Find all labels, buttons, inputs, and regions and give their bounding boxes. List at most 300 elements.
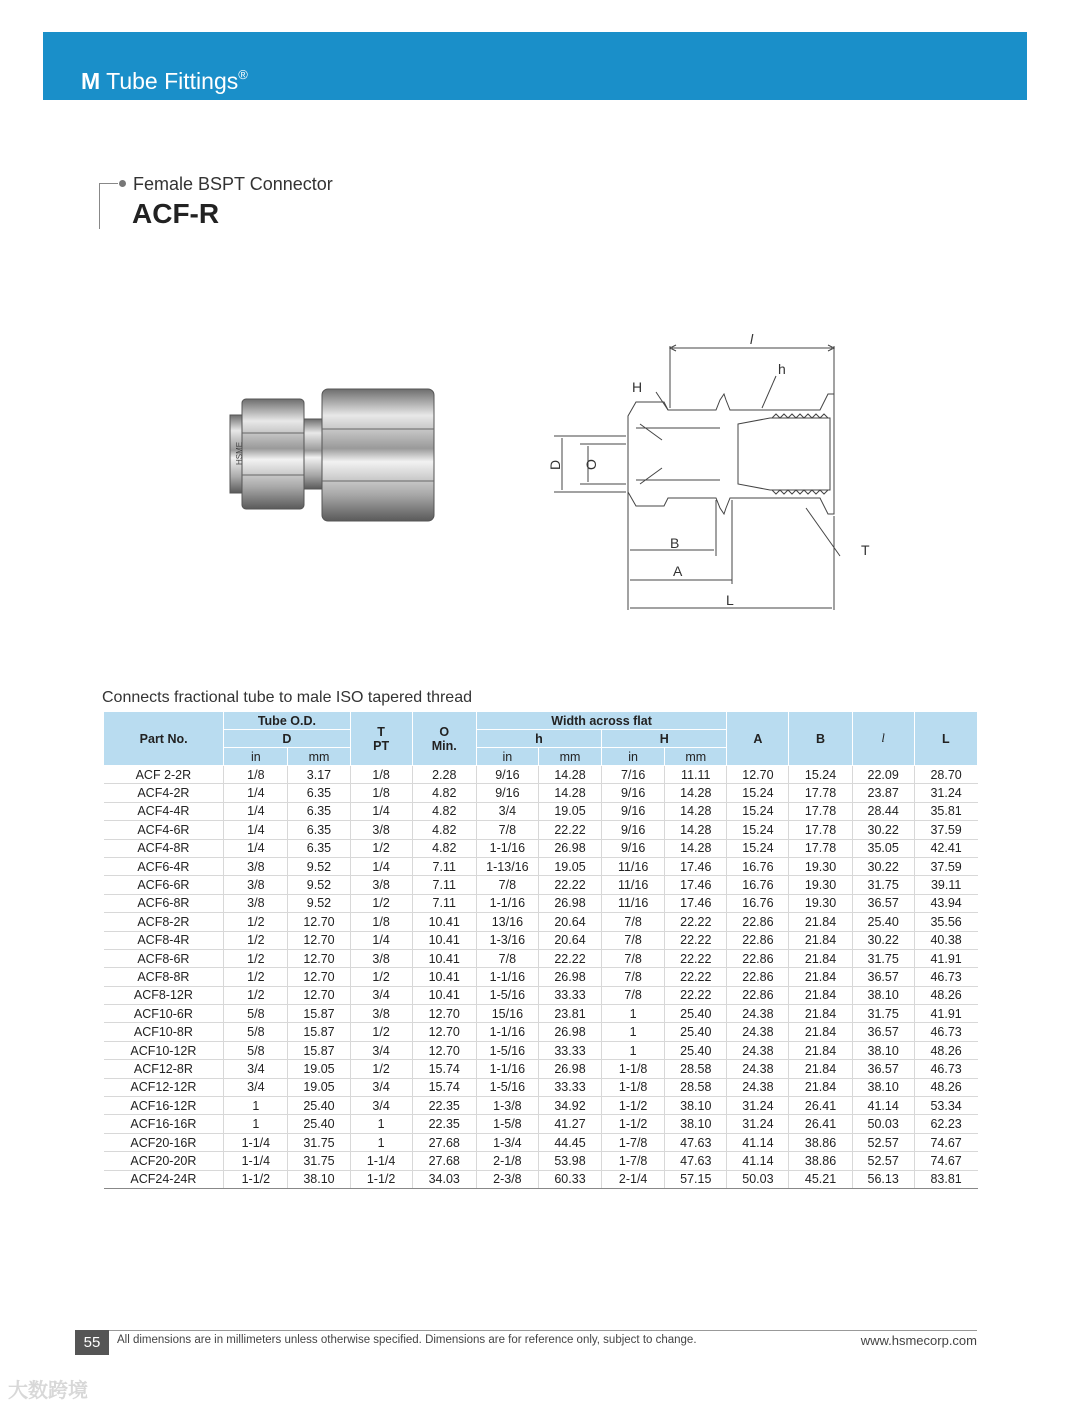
table-cell: 1-1/16 [476,839,538,857]
table-cell: 21.84 [789,986,852,1004]
table-cell: 2-1/4 [602,1170,665,1188]
table-cell: 3/8 [224,876,288,894]
table-cell: 48.26 [914,986,977,1004]
table-cell: 1-13/16 [476,857,538,875]
table-cell: 11/16 [602,894,665,912]
table-cell: 1/8 [350,913,412,931]
table-cell: 46.73 [914,1023,977,1041]
table-row [104,1097,978,1115]
part-number-cell: ACF12-8R [104,1060,224,1078]
table-cell: 1-7/8 [602,1133,665,1151]
table-cell: 4.82 [412,802,476,820]
unit-in: in [602,748,665,766]
part-number-cell: ACF4-6R [104,821,224,839]
dim-label-T: T [861,542,870,558]
table-cell: 41.14 [852,1097,914,1115]
table-cell: 38.10 [665,1115,727,1133]
table-cell: 26.98 [538,1060,601,1078]
table-cell: 1-1/16 [476,1023,538,1041]
table-cell: 47.63 [665,1133,727,1151]
part-number-cell: ACF6-4R [104,857,224,875]
table-cell: 22.86 [727,913,789,931]
table-cell: 53.98 [538,1152,601,1170]
dim-label-B: B [670,535,680,551]
table-cell: 3/4 [224,1078,288,1096]
table-cell: 24.38 [727,1078,789,1096]
table-row [104,1152,978,1170]
col-tube-od-label: Tube O.D. [257,713,316,728]
col-o-label: O [439,724,450,739]
table-cell: 24.38 [727,1041,789,1059]
table-cell: 22.35 [412,1115,476,1133]
header-title-text: Tube Fittings [106,68,239,94]
col-tube-od [224,712,350,730]
table-cell: 7/8 [476,876,538,894]
table-cell: 13/16 [476,913,538,931]
table-cell: 48.26 [914,1041,977,1059]
table-cell: 17.78 [789,821,852,839]
table-cell: 1/8 [350,766,412,784]
table-cell: 35.56 [914,913,977,931]
table-cell: 22.22 [665,986,727,1004]
table-row [104,1170,978,1188]
unit-mm: mm [288,748,350,766]
part-number-cell: ACF8-12R [104,986,224,1004]
footer-divider [109,1330,977,1331]
table-cell: 52.57 [852,1152,914,1170]
table-row [104,857,978,875]
table-row [104,821,978,839]
table-cell: 21.84 [789,1060,852,1078]
table-cell: 12.70 [288,968,350,986]
table-cell: 1-1/2 [224,1170,288,1188]
table-cell: 1-1/2 [350,1170,412,1188]
table-cell: 3/4 [224,1060,288,1078]
table-cell: 38.86 [789,1152,852,1170]
table-cell: 3/4 [350,986,412,1004]
table-cell: 1-1/16 [476,1060,538,1078]
table-cell: 25.40 [288,1097,350,1115]
table-cell: 3/8 [350,876,412,894]
table-cell: 24.38 [727,1005,789,1023]
table-cell: 22.22 [665,968,727,986]
table-cell: 1/8 [350,784,412,802]
table-cell: 17.78 [789,784,852,802]
col-part-no: Part No. [104,712,224,766]
table-cell: 25.40 [665,1005,727,1023]
table-cell: 22.22 [538,821,601,839]
table-cell: 12.70 [412,1005,476,1023]
part-number-cell: ACF10-8R [104,1023,224,1041]
table-cell: 15.74 [412,1078,476,1096]
table-cell: 10.41 [412,968,476,986]
table-cell: 1 [350,1133,412,1151]
table-cell: 22.22 [665,931,727,949]
table-cell: 1/4 [350,802,412,820]
col-width-across-flat: Width across flat [476,712,727,730]
footer-url: www.hsmecorp.com [860,1333,977,1348]
table-cell: 6.35 [288,784,350,802]
table-cell: 36.57 [852,894,914,912]
part-number-cell: ACF6-6R [104,876,224,894]
table-cell: 3/8 [350,949,412,967]
table-cell: 17.78 [789,839,852,857]
table-cell: 38.10 [852,986,914,1004]
table-cell: 1-1/8 [602,1060,665,1078]
table-cell: 4.82 [412,784,476,802]
dim-label-A: A [673,563,683,579]
part-number-cell: ACF4-4R [104,802,224,820]
dim-label-O: O [583,459,599,470]
table-cell: 1/2 [224,931,288,949]
table-cell: 6.35 [288,839,350,857]
table-cell: 21.84 [789,1023,852,1041]
table-cell: 19.30 [789,857,852,875]
table-cell: 35.81 [914,802,977,820]
table-cell: 12.70 [288,986,350,1004]
table-cell: 17.78 [789,802,852,820]
table-cell: 1 [224,1115,288,1133]
table-cell: 20.64 [538,931,601,949]
table-row [104,766,978,784]
table-cell: 7/8 [602,949,665,967]
table-cell: 25.40 [288,1115,350,1133]
table-cell: 30.22 [852,857,914,875]
table-cell: 3/4 [350,1041,412,1059]
table-cell: 1 [350,1115,412,1133]
table-cell: 3/8 [350,821,412,839]
col-H: H [602,730,727,748]
table-cell: 9/16 [476,784,538,802]
table-cell: 21.84 [789,913,852,931]
table-row [104,949,978,967]
table-cell: 35.05 [852,839,914,857]
table-cell: 14.28 [665,784,727,802]
table-cell: 1-7/8 [602,1152,665,1170]
table-cell: 60.33 [538,1170,601,1188]
table-cell: 9.52 [288,894,350,912]
table-cell: 17.46 [665,876,727,894]
table-cell: 31.75 [852,876,914,894]
table-cell: 19.05 [538,857,601,875]
table-cell: 7/8 [602,986,665,1004]
table-cell: 53.34 [914,1097,977,1115]
table-cell: 1/2 [350,1060,412,1078]
table-cell: 11.11 [665,766,727,784]
table-cell: 15.87 [288,1023,350,1041]
part-number-cell: ACF20-20R [104,1152,224,1170]
table-cell: 33.33 [538,1078,601,1096]
header-banner [43,32,1027,100]
table-cell: 46.73 [914,1060,977,1078]
table-cell: 14.28 [538,784,601,802]
table-cell: 15.24 [789,766,852,784]
table-cell: 36.57 [852,1023,914,1041]
table-cell: 74.67 [914,1152,977,1170]
table-cell: 1-1/4 [224,1133,288,1151]
table-cell: 7/8 [602,931,665,949]
table-cell: 25.40 [665,1041,727,1059]
table-cell: 28.58 [665,1078,727,1096]
table-cell: 1-3/4 [476,1133,538,1151]
table-cell: 1-5/16 [476,1078,538,1096]
table-cell: 1 [602,1023,665,1041]
table-cell: 28.70 [914,766,977,784]
table-cell: 12.70 [288,913,350,931]
table-cell: 41.91 [914,949,977,967]
table-cell: 21.84 [789,931,852,949]
table-cell: 57.15 [665,1170,727,1188]
table-cell: 15.74 [412,1060,476,1078]
table-cell: 1/4 [350,931,412,949]
table-cell: 2-3/8 [476,1170,538,1188]
table-cell: 26.98 [538,894,601,912]
table-cell: 1/2 [224,986,288,1004]
table-row [104,1005,978,1023]
table-cell: 1-5/8 [476,1115,538,1133]
table-cell: 9.52 [288,876,350,894]
table-cell: 40.38 [914,931,977,949]
table-cell: 3/4 [350,1097,412,1115]
col-L: L [914,712,977,766]
unit-mm: mm [665,748,727,766]
table-cell: 1/2 [350,968,412,986]
table-cell: 14.28 [665,821,727,839]
table-cell: 23.87 [852,784,914,802]
table-cell: 37.59 [914,857,977,875]
table-cell: 48.26 [914,1078,977,1096]
table-cell: 7/8 [476,821,538,839]
table-cell: 28.58 [665,1060,727,1078]
table-cell: 1/2 [350,839,412,857]
table-cell: 26.98 [538,839,601,857]
table-cell: 16.76 [727,876,789,894]
table-cell: 26.98 [538,968,601,986]
table-row [104,876,978,894]
table-cell: 26.41 [789,1115,852,1133]
table-cell: 22.86 [727,968,789,986]
table-cell: 3/8 [224,894,288,912]
table-row [104,784,978,802]
table-cell: 1-1/16 [476,894,538,912]
table-cell: 12.70 [412,1023,476,1041]
table-cell: 5/8 [224,1041,288,1059]
part-number-cell: ACF8-2R [104,913,224,931]
table-cell: 22.22 [538,949,601,967]
table-cell: 1/2 [224,949,288,967]
table-cell: 34.92 [538,1097,601,1115]
table-cell: 25.40 [665,1023,727,1041]
table-row [104,1060,978,1078]
table-cell: 1/4 [224,802,288,820]
table-cell: 45.21 [789,1170,852,1188]
table-cell: 19.05 [288,1060,350,1078]
table-cell: 26.98 [538,1023,601,1041]
dim-label-L: L [726,592,734,608]
table-cell: 22.22 [538,876,601,894]
table-cell: 33.33 [538,1041,601,1059]
table-cell: 46.73 [914,968,977,986]
table-cell: 21.84 [789,1005,852,1023]
table-cell: 37.59 [914,821,977,839]
table-row [104,839,978,857]
table-cell: 30.22 [852,821,914,839]
table-cell: 4.82 [412,821,476,839]
table-row [104,1041,978,1059]
table-cell: 38.86 [789,1133,852,1151]
table-cell: 42.41 [914,839,977,857]
table-cell: 15.24 [727,839,789,857]
table-cell: 3/4 [350,1078,412,1096]
part-number-cell: ACF4-2R [104,784,224,802]
table-row [104,931,978,949]
part-number-cell: ACF10-6R [104,1005,224,1023]
table-cell: 22.86 [727,949,789,967]
table-cell: 14.28 [538,766,601,784]
col-B: B [789,712,852,766]
col-o-min [412,712,476,766]
table-cell: 1-5/16 [476,986,538,1004]
table-cell: 1/2 [224,968,288,986]
table-cell: 31.24 [914,784,977,802]
table-cell: 22.86 [727,931,789,949]
table-cell: 1 [602,1041,665,1059]
part-number-cell: ACF10-12R [104,1041,224,1059]
table-cell: 3/8 [224,857,288,875]
table-cell: 16.76 [727,894,789,912]
part-number-cell: ACF12-12R [104,1078,224,1096]
table-cell: 5/8 [224,1005,288,1023]
col-min-label: Min. [431,738,457,753]
table-cell: 9/16 [602,821,665,839]
table-cell: 1 [602,1005,665,1023]
table-cell: 38.10 [852,1078,914,1096]
table-cell: 56.13 [852,1170,914,1188]
table-cell: 2-1/8 [476,1152,538,1170]
table-cell: 31.75 [288,1133,350,1151]
table-row [104,1115,978,1133]
table-cell: 25.40 [852,913,914,931]
table-cell: 12.70 [288,931,350,949]
header-brand: M [81,68,101,94]
table-cell: 21.84 [789,1078,852,1096]
table-cell: 6.35 [288,802,350,820]
table-cell: 21.84 [789,1041,852,1059]
table-cell: 43.94 [914,894,977,912]
table-cell: 15/16 [476,1005,538,1023]
table-cell: 1-1/8 [602,1078,665,1096]
table-cell: 10.41 [412,913,476,931]
table-cell: 1-1/4 [350,1152,412,1170]
table-cell: 1-3/16 [476,931,538,949]
table-cell: 12.70 [727,766,789,784]
table-cell: 1-1/2 [602,1097,665,1115]
table-cell: 10.41 [412,931,476,949]
table-cell: 1/4 [224,784,288,802]
col-A: A [727,712,789,766]
col-l [852,712,914,766]
table-cell: 36.57 [852,968,914,986]
table-cell: 1/8 [224,766,288,784]
table-cell: 1 [224,1097,288,1115]
table-row [104,1023,978,1041]
technical-drawing [540,328,880,613]
table-cell: 9.52 [288,857,350,875]
registered-mark: ® [238,67,248,82]
table-cell: 17.46 [665,894,727,912]
table-cell: 50.03 [852,1115,914,1133]
table-cell: 47.63 [665,1152,727,1170]
table-cell: 14.28 [665,839,727,857]
table-cell: 36.57 [852,1060,914,1078]
table-cell: 1/2 [224,913,288,931]
table-cell: 15.87 [288,1005,350,1023]
table-cell: 1/4 [224,839,288,857]
table-cell: 5/8 [224,1023,288,1041]
unit-in: in [224,748,288,766]
table-row [104,913,978,931]
table-cell: 26.41 [789,1097,852,1115]
table-cell: 4.82 [412,839,476,857]
table-cell: 22.86 [727,986,789,1004]
unit-in: in [476,748,538,766]
table-cell: 27.68 [412,1133,476,1151]
part-number-cell: ACF 2-2R [104,766,224,784]
table-cell: 19.30 [789,876,852,894]
table-cell: 83.81 [914,1170,977,1188]
table-cell: 7/8 [602,913,665,931]
table-cell: 31.24 [727,1097,789,1115]
table-cell: 50.03 [727,1170,789,1188]
table-cell: 10.41 [412,949,476,967]
table-cell: 6.35 [288,821,350,839]
table-cell: 31.75 [852,949,914,967]
table-cell: 7.11 [412,857,476,875]
table-cell: 1/2 [350,1023,412,1041]
title-bracket [99,183,118,229]
table-cell: 7/16 [602,766,665,784]
product-code: ACF-R [132,198,220,229]
table-cell: 9/16 [602,839,665,857]
table-cell: 17.46 [665,857,727,875]
table-row [104,968,978,986]
table-cell: 30.22 [852,931,914,949]
table-cell: 52.57 [852,1133,914,1151]
table-cell: 39.11 [914,876,977,894]
table-cell: 9/16 [476,766,538,784]
table-cell: 1/4 [350,857,412,875]
table-cell: 9/16 [602,802,665,820]
dim-label-D: D [547,459,563,470]
table-cell: 22.35 [412,1097,476,1115]
table-cell: 74.67 [914,1133,977,1151]
table-cell: 3/4 [476,802,538,820]
table-cell: 23.81 [538,1005,601,1023]
dim-label-l: l [750,331,754,347]
page-number: 55 [75,1330,109,1355]
header-title [81,62,248,94]
table-cell: 15.24 [727,802,789,820]
col-D: D [224,730,350,748]
table-cell: 19.30 [789,894,852,912]
table-row [104,1133,978,1151]
table-cell: 41.14 [727,1133,789,1151]
table-cell: 34.03 [412,1170,476,1188]
table-cell: 38.10 [665,1097,727,1115]
table-cell: 31.75 [288,1152,350,1170]
part-number-cell: ACF8-6R [104,949,224,967]
product-photo [228,385,438,525]
